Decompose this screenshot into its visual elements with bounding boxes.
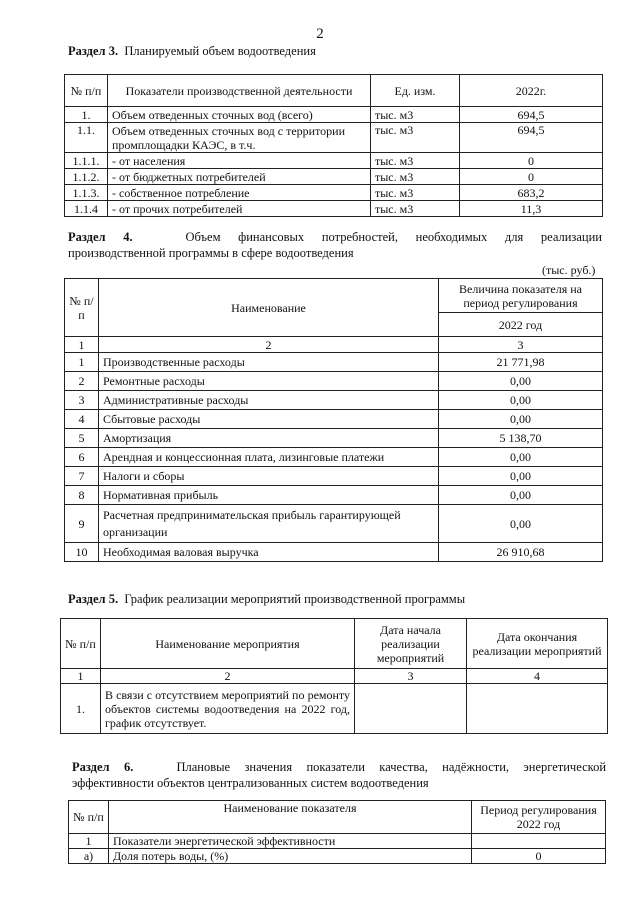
- section6-label: Раздел 6.: [72, 760, 134, 774]
- s4-header-name: Наименование: [99, 279, 439, 337]
- row-num: 1.: [65, 107, 108, 123]
- row-num: 1.1.2.: [65, 169, 108, 185]
- row-num: 1: [65, 353, 99, 372]
- s5-index-3: 3: [355, 669, 467, 684]
- s5-index-1: 1: [61, 669, 101, 684]
- s5-header-name: Наименование мероприятия: [101, 619, 355, 669]
- s3-header-year: 2022г.: [460, 75, 603, 107]
- row-name: Доля потерь воды, (%): [109, 849, 472, 864]
- row-num: 9: [65, 505, 99, 543]
- section5-label: Раздел 5.: [68, 592, 119, 606]
- section4-title-line2: производственной программы в сфере водоотведения: [68, 246, 354, 260]
- table-row: [65, 505, 603, 543]
- row-value: 694,5: [460, 107, 603, 123]
- row-num: 1.1.: [65, 123, 108, 153]
- row-name: В связи с отсутствием мероприятий по ремонту объектов системы водоотведения на 2022 год, график отсутствует.: [101, 684, 355, 734]
- row-name: Объем отведенных сточных вод с территории промплощадки КАЭС, в т.ч.: [108, 123, 371, 153]
- row-unit: тыс. м3: [371, 169, 460, 185]
- s5-header-num: № п/п: [61, 619, 101, 669]
- section4-label: Раздел 4.: [68, 230, 133, 244]
- row-num: 4: [65, 410, 99, 429]
- section4-table: [64, 278, 603, 562]
- s5-index-2: 2: [101, 669, 355, 684]
- row-name: Ремонтные расходы: [99, 372, 439, 391]
- table-row: [65, 448, 603, 467]
- table-row: [65, 123, 603, 153]
- table-row: [65, 201, 603, 217]
- s4-index-3: 3: [439, 337, 603, 353]
- table-row: [65, 429, 603, 448]
- row-value: 0: [460, 169, 603, 185]
- row-value: 0,00: [439, 505, 603, 543]
- row-num: 8: [65, 486, 99, 505]
- s3-header-name: Показатели производственной деятельности: [108, 75, 371, 107]
- row-value: 0,00: [439, 448, 603, 467]
- row-name: Объем отведенных сточных вод (всего): [108, 107, 371, 123]
- section3-heading: [68, 44, 316, 59]
- row-num: 5: [65, 429, 99, 448]
- row-end: [467, 684, 608, 734]
- section5-table: [60, 618, 608, 734]
- section6-title-line2: эффективности объектов централизованных систем водоотведения: [72, 776, 429, 790]
- s4-index-2: 2: [99, 337, 439, 353]
- table-row: [65, 486, 603, 505]
- row-num: 1.: [61, 684, 101, 734]
- row-value: 0,00: [439, 391, 603, 410]
- section6-title-line1: Плановые значения показатели качества, надёжности, энергетической: [176, 760, 607, 774]
- row-value: 5 138,70: [439, 429, 603, 448]
- row-value: 0,00: [439, 410, 603, 429]
- table-row: [65, 107, 603, 123]
- table-row: [65, 372, 603, 391]
- row-name: Расчетная предпринимательская прибыль гарантирующей организации: [99, 505, 439, 543]
- row-name: Арендная и концессионная плата, лизинговые платежи: [99, 448, 439, 467]
- row-name: - от бюджетных потребителей: [108, 169, 371, 185]
- row-value: 0,00: [439, 372, 603, 391]
- section6-table: [68, 800, 606, 864]
- row-num: 1: [69, 834, 109, 849]
- s6-header-num: № п/п: [69, 801, 109, 834]
- row-name: Сбытовые расходы: [99, 410, 439, 429]
- row-value: 694,5: [460, 123, 603, 153]
- section4-heading-line1: [68, 230, 602, 245]
- s4-header-num: № п/п: [65, 279, 99, 337]
- row-name: Налоги и сборы: [99, 467, 439, 486]
- row-unit: тыс. м3: [371, 153, 460, 169]
- s3-header-num: № п/п: [65, 75, 108, 107]
- row-name: - от прочих потребителей: [108, 201, 371, 217]
- page-number: 2: [316, 26, 324, 42]
- s4-header-value: Величина показателя на период регулирования: [439, 279, 603, 313]
- row-num: 10: [65, 543, 99, 562]
- row-unit: тыс. м3: [371, 185, 460, 201]
- row-value: 0: [472, 849, 606, 864]
- section4-title-line1: Объем финансовых потребностей, необходимых для реализации: [185, 230, 602, 244]
- table-row: [69, 834, 606, 849]
- row-num: 7: [65, 467, 99, 486]
- s4-header-year: 2022 год: [439, 313, 603, 337]
- s3-header-unit: Ед. изм.: [371, 75, 460, 107]
- row-num: 1.1.1.: [65, 153, 108, 169]
- row-value: 683,2: [460, 185, 603, 201]
- table-row: [65, 467, 603, 486]
- row-num: 3: [65, 391, 99, 410]
- row-num: 2: [65, 372, 99, 391]
- row-value: 26 910,68: [439, 543, 603, 562]
- section3-label: Раздел 3.: [68, 44, 119, 58]
- row-unit: тыс. м3: [371, 107, 460, 123]
- row-name: Административные расходы: [99, 391, 439, 410]
- row-name: Показатели энергетической эффективности: [109, 834, 472, 849]
- table-row: [65, 543, 603, 562]
- table-row: [65, 410, 603, 429]
- row-value: 0: [460, 153, 603, 169]
- s5-header-start: Дата начала реализации мероприятий: [355, 619, 467, 669]
- row-name: - собственное потребление: [108, 185, 371, 201]
- row-value: [472, 834, 606, 849]
- section5-title: График реализации мероприятий производственной программы: [124, 592, 466, 606]
- row-value: 0,00: [439, 486, 603, 505]
- row-name: - от населения: [108, 153, 371, 169]
- table-row: [65, 153, 603, 169]
- row-start: [355, 684, 467, 734]
- row-unit: тыс. м3: [371, 123, 460, 153]
- row-num: 6: [65, 448, 99, 467]
- row-num: 1.1.4: [65, 201, 108, 217]
- section6-heading-line1: [72, 760, 606, 775]
- row-unit: тыс. м3: [371, 201, 460, 217]
- row-name: Нормативная прибыль: [99, 486, 439, 505]
- row-value: 21 771,98: [439, 353, 603, 372]
- table-row: [65, 169, 603, 185]
- s5-index-4: 4: [467, 669, 608, 684]
- s5-header-end: Дата окончания реализации мероприятий: [467, 619, 608, 669]
- row-name: Производственные расходы: [99, 353, 439, 372]
- section3-title: Планируемый объем водоотведения: [124, 44, 316, 58]
- row-name: Необходимая валовая выручка: [99, 543, 439, 562]
- row-num: а): [69, 849, 109, 864]
- s6-header-period: Период регулирования 2022 год: [472, 801, 606, 834]
- row-value: 0,00: [439, 467, 603, 486]
- section5-heading: [68, 592, 465, 607]
- section3-table: [64, 74, 603, 217]
- row-name: Амортизация: [99, 429, 439, 448]
- row-value: 11,3: [460, 201, 603, 217]
- table-row: [65, 353, 603, 372]
- table-row: [65, 185, 603, 201]
- row-num: 1.1.3.: [65, 185, 108, 201]
- section4-units: (тыс. руб.): [542, 263, 596, 277]
- s6-header-name: Наименование показателя: [109, 801, 472, 834]
- table-row: [65, 391, 603, 410]
- s4-index-1: 1: [65, 337, 99, 353]
- table-row: [61, 684, 608, 734]
- table-row: [69, 849, 606, 864]
